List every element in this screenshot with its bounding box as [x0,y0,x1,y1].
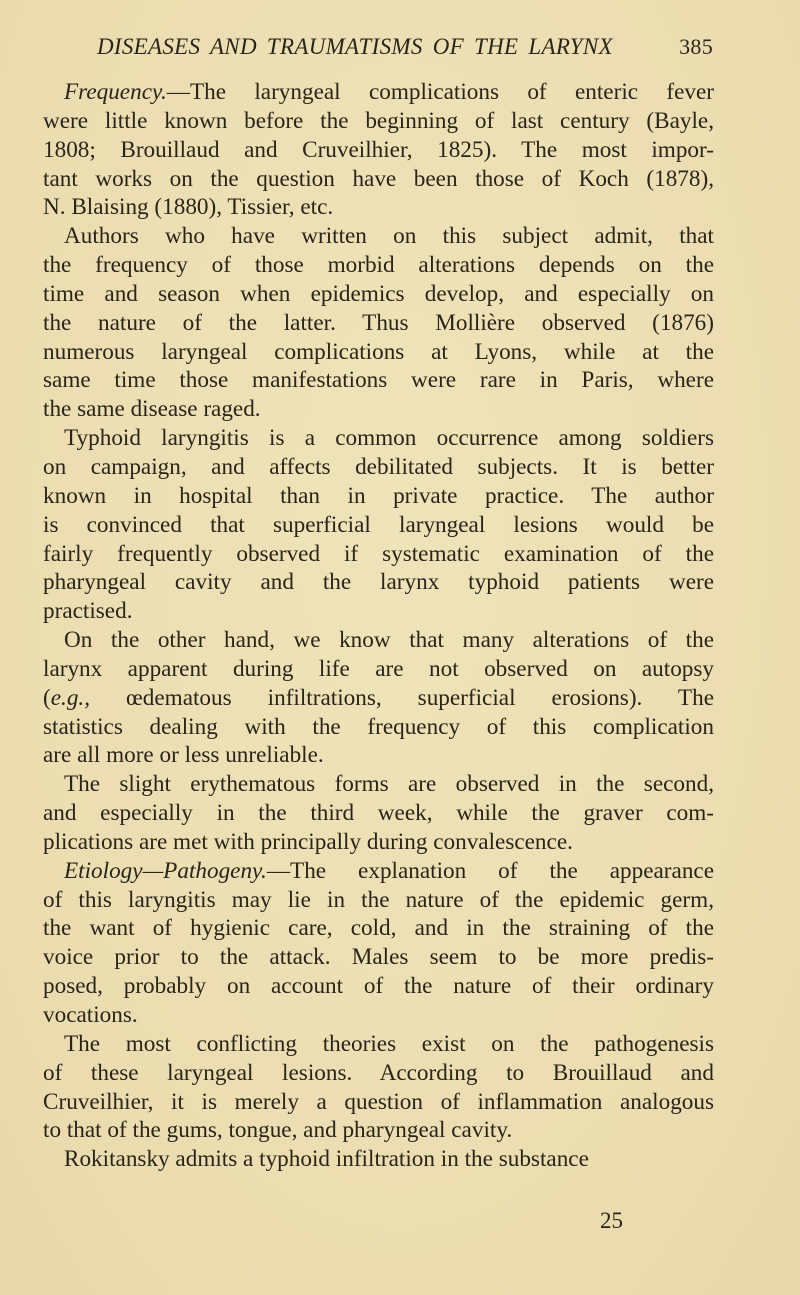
text-line: (e.g., œdematous infiltrations, superficial erosions). The [43,684,714,711]
text-line: Frequency.—The laryngeal complications of enteric fever [64,79,714,105]
text-line: were little known before the beginning of last century (Bayle, [43,107,714,134]
signature-mark: 25 [600,1208,623,1233]
body-text [43,78,714,1174]
text-line: practised. [43,598,133,625]
text-line: voice prior to the attack. Males seem to be more predis- [43,944,714,971]
text-line: The slight erythematous forms are observed in the second, [64,771,714,798]
text-line: N. Blaising (1880), Tissier, etc. [43,194,334,221]
paragraph [43,222,714,424]
text-line: On the other hand, we know that many alterations of the [64,627,714,654]
italic-abbreviation: e.g., [50,684,91,711]
text-line: and especially in the third week, while the graver com- [43,800,714,827]
text-line: to that of the gums, tongue, and pharyngeal cavity. [43,1117,513,1144]
text-line: Typhoid laryngitis is a common occurrence among soldiers [64,425,714,452]
paragraph-frequency [43,78,714,222]
text-line: plications are met with principally during convalescence. [43,828,573,855]
text-line: The most conflicting theories exist on the pathogenesis [64,1030,714,1057]
text-line: vocations. [43,1002,138,1028]
text-line: of these laryngeal lesions. According to Brouillaud and [43,1059,714,1086]
section-heading-etiology: Etiology—Pathogeny. [64,857,267,884]
text-line: the nature of the latter. Thus Mollière observed (1876) [43,309,714,336]
paragraph [43,1030,714,1145]
text-line: Rokitansky admits a typhoid infiltration in the substance [64,1146,589,1173]
paragraph [43,770,714,857]
section-heading-frequency: Frequency. [64,79,167,105]
text-line: time and season when epidemics develop, and especially on [43,280,714,307]
text-line: statistics dealing with the frequency of this complication [43,713,714,740]
running-head [97,34,713,66]
text-line: the frequency of those morbid alterations depends on the [43,252,714,279]
text-line: fairly frequently observed if systematic examination of the [43,540,714,567]
text-line: Cruveilhier, it is merely a question of inflammation analogous [43,1088,714,1115]
text-line: is convinced that superficial laryngeal lesions would be [43,511,714,538]
text-line: posed, probably on account of the nature of their ordinary [43,973,714,1000]
text-line: the same disease raged. [43,396,261,423]
text-line: same time those manifestations were rare in Paris, where [43,367,714,394]
text-line: larynx apparent during life are not observed on autopsy [43,655,714,682]
paragraph-etiology [43,857,714,1030]
text-line: 1808; Brouillaud and Cruveilhier, 1825). The most impor- [43,136,714,163]
text-line: Etiology—Pathogeny.—The explanation of the appearance [64,857,714,884]
text-line: tant works on the question have been those of Koch (1878), [43,165,714,192]
text-line: known in hospital than in private practice. The author [43,482,714,509]
text-line: Authors who have written on this subject admit, that [64,223,714,250]
text-line: of this laryngitis may lie in the nature of the epidemic germ, [43,886,714,913]
text-line: the want of hygienic care, cold, and in the straining of the [43,915,714,942]
text-line: are all more or less unreliable. [43,742,324,769]
text-line: on campaign, and affects debilitated subjects. It is better [43,453,714,480]
paragraph [43,424,714,626]
text-line: numerous laryngeal complications at Lyons, while at the [43,338,714,365]
paragraph [43,1145,714,1174]
page-number: 385 [679,34,713,59]
text-line: pharyngeal cavity and the larynx typhoid patients were [43,569,714,596]
paragraph [43,626,714,770]
running-head-title: DISEASES AND TRAUMATISMS OF THE LARYNX [97,34,613,59]
